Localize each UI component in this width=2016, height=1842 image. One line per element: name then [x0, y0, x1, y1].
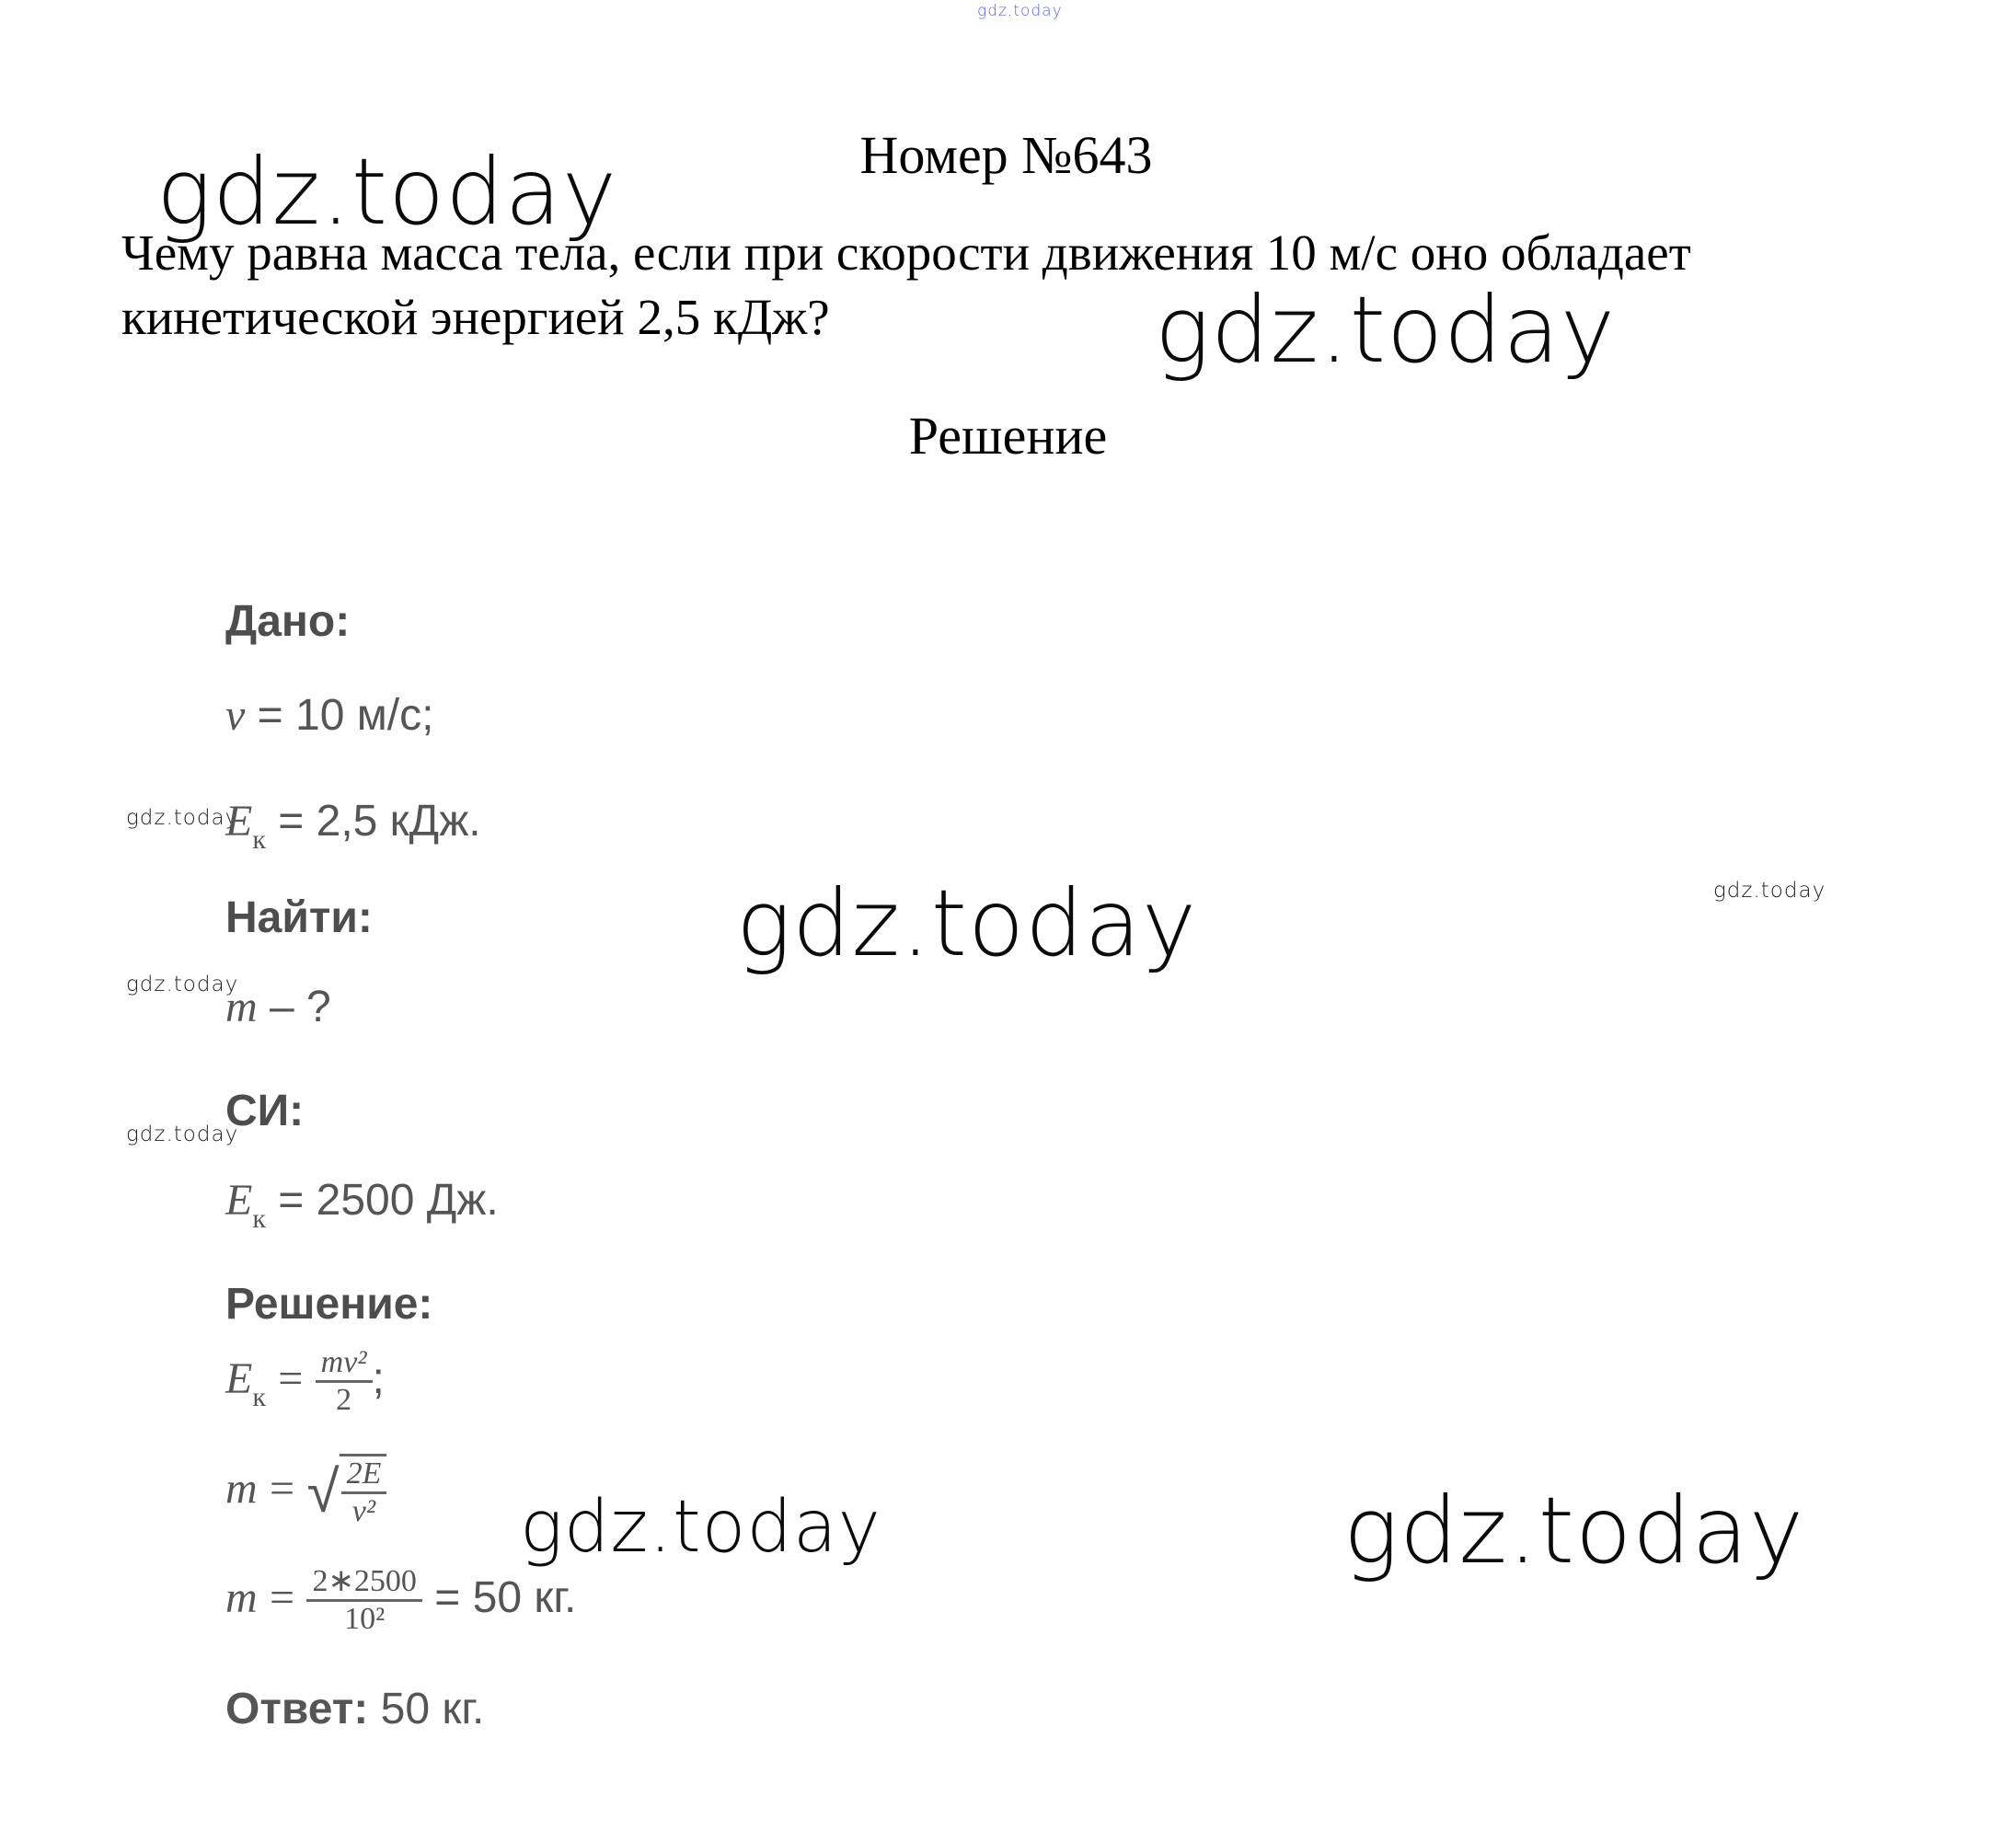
fraction-calc: $\frac{2∗2500}{\text{10²}}$ [306, 1564, 422, 1637]
si-energy: $E_к = 2500$ Дж. [225, 1176, 499, 1234]
find-mass: m – ? [225, 983, 331, 1031]
formula-energy: $E_к$ = $\frac{\text{mv²}}{2}$ ; [225, 1345, 385, 1417]
given-velocity: v = 10 м/с; [225, 691, 434, 740]
solution-label: Решение: [225, 1280, 433, 1329]
watermark-small-2: gdz.today [1713, 879, 1826, 903]
sqrt-symbol: √ [306, 1458, 340, 1525]
given-energy: $E_к = 2,5$ кДж. [225, 797, 481, 855]
page-title: Номер №643 [859, 125, 1153, 185]
question-text: Чему равна масса тела, если при скорости движения 10 м/с оно обладает кинетической энергией 2,5 кДж? [121, 224, 1691, 345]
si-label: СИ: [225, 1087, 305, 1135]
watermark-4: gdz.today [520, 1486, 881, 1569]
formula-mass-sqrt: m = √ $\frac{2E}{\text{v²}}$ [225, 1454, 386, 1529]
watermark-top: gdz.today [977, 2, 1063, 20]
watermark-3: gdz.today [736, 869, 1198, 977]
fraction-energy: $\frac{\text{mv²}}{2}$ [316, 1345, 373, 1418]
formula-mass-calc: m = $\frac{2∗2500}{\text{10²}}$ = 50 кг. [225, 1564, 577, 1636]
watermark-1: gdz.today [156, 138, 618, 246]
watermark-5: gdz.today [1343, 1477, 1805, 1584]
watermark-small-3: gdz.today [126, 973, 239, 996]
fraction-sqrt: $\frac{2E}{\text{v²}}$ [341, 1456, 387, 1529]
watermark-small-1: gdz.today [126, 806, 239, 830]
watermark-2: gdz.today [1155, 276, 1617, 384]
solution-heading: Решение [908, 406, 1108, 466]
given-label: Дано: [225, 597, 351, 646]
symbol-v: v [225, 691, 246, 740]
watermark-small-4: gdz.today [126, 1122, 239, 1146]
answer: Ответ: 50 кг. [225, 1685, 485, 1733]
find-label: Найти: [225, 893, 373, 942]
